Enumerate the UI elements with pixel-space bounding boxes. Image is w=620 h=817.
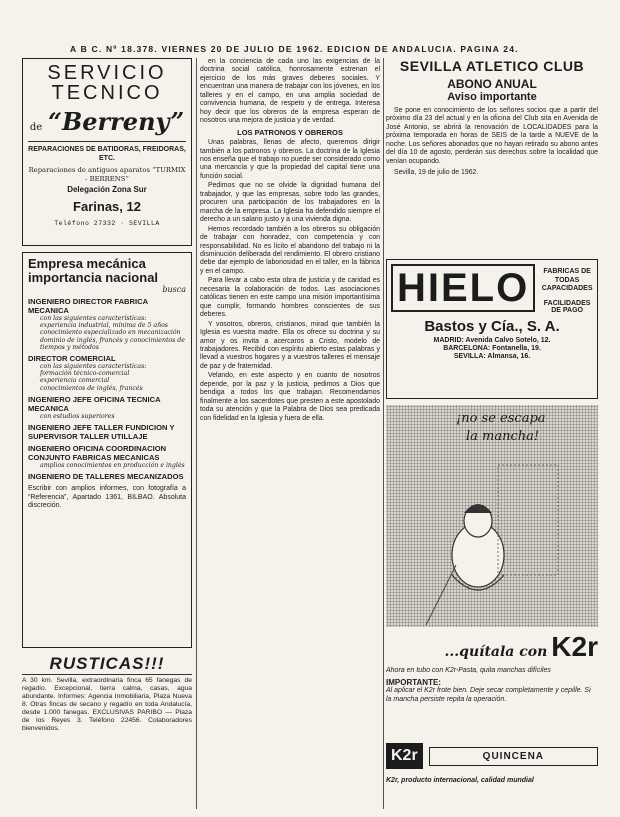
job-detail: amplios conocimientos en producción e inglés xyxy=(40,462,185,470)
servicio-line2: Reparaciones de antiguos aparatos “TURMIX - BERRENS” xyxy=(28,166,186,183)
pastoral-article xyxy=(200,58,380,809)
club-signature: Sevilla, 19 de julio de 1962. xyxy=(394,169,479,177)
hielo-factories: FABRICAS DE TODAS CAPACIDADES xyxy=(541,268,593,292)
job-listing xyxy=(28,354,186,392)
column-rule xyxy=(196,58,197,809)
k2r-bottom: K2r, producto internacional, calidad mundial xyxy=(386,777,534,784)
article-paragraph: en la conciencia de cada uno las exigencias de la doctrina social católica, honrosamente estrenan el ejercicio de los más graves deberes sociales. Y encuentran una manera de trabajar con los jóvenes, en los talleres y en el campo, en una amplia sociedad de convivencia humana, de respeto y de entrega. Interesa hoy decir que los obreros de la empresa esperan de nosotros una mejora de justicia y de verdad. xyxy=(200,58,380,125)
article-paragraph: Para llevar a cabo esta obra de justicia y de caridad es necesaria la colaboración de todos. Las asociaciones católicas tienen en este campo una misión importantísima que cumplir, formando hombres conscientes de sus deberes. xyxy=(200,277,380,319)
job-listing xyxy=(28,395,186,420)
job-detail: experiencia comercial xyxy=(40,377,110,385)
right-column xyxy=(386,58,598,809)
hielo-ad xyxy=(386,259,598,399)
k2r-quincena: QUINCENA xyxy=(429,747,598,766)
column-rule xyxy=(383,58,384,809)
job-detail: dominio de inglés, francés y conocimientos de tiempos y métodos xyxy=(40,336,185,351)
job-listing xyxy=(28,444,186,469)
servicio-address: Farinas, 12 xyxy=(73,199,141,214)
k2r-logo-box: K2r xyxy=(386,743,423,769)
job-title: INGENIERO JEFE TALLER FUNDICION Y SUPERVISOR TALLER UTILLAJE xyxy=(28,423,175,442)
k2r-ad xyxy=(386,405,598,801)
article-paragraph: Velando, en este aspecto y en cuanto de nosotros depende, por la paz y la justicia, pedimos a Dios que bendiga a todos los que trabajan. Recomendamos finalmente a los sacerdotes que presten a este apostolado toda su atención y que la Palabra de Dios sea predicada con fidelidad en la Iglesia y fuera de ella. xyxy=(200,372,380,422)
k2r-line2: Al aplicar el K2r frote bien. Deje secar completamente y cepille. Si la mancha persiste repita la operación. xyxy=(386,687,591,703)
rusticas-ad xyxy=(22,654,192,733)
job-listing xyxy=(28,297,186,351)
tecnico-title: TECNICO xyxy=(51,82,163,104)
article-subhead: LOS PATRONOS Y OBREROS xyxy=(237,127,343,137)
empresa-title2: importancia nacional xyxy=(28,270,159,285)
servicio-line3: Delegación Zona Sur xyxy=(67,185,147,194)
club-title: SEVILLA ATLETICO CLUB xyxy=(399,58,585,74)
hielo-company: Bastos y Cía., S. A. xyxy=(424,317,560,335)
empresa-busca: busca xyxy=(162,285,186,294)
job-title: INGENIERO DIRECTOR FABRICA MECANICA xyxy=(28,297,148,315)
article-paragraph: Y vosotros, obreros, cristianos, mirad que también la Iglesia es vuestra madre. Ella os ofrece su doctrina y su amor y os invita a acercaros a Cristo, modelo de trabajadores. Recibid con espíritu abierto estas palabras y llevad a vuestros hogares y a vuestros talleres el mensaje de paz y de fraternidad. xyxy=(200,320,380,370)
hielo-addr1: MADRID: Avenida Calvo Sotelo, 12. xyxy=(433,336,551,344)
job-title: INGENIERO OFICINA COORDINACION CONJUNTO FABRICAS MECANICAS xyxy=(28,444,167,463)
club-text: Se pone en conocimiento de los señores socios que a partir del próximo día 23 del actual y en la oficina del Club sita en Avenida de José Antonio, se abrirá la renovación de LOCALIDADES para la próxima temporada en horas de SEIS de la tarde a NUEVE de la noche. Los señores abonados que no hayan retirado su abono antes del día 10 de agosto, perderán sus derechos sobre la localidad que venían ocupando. xyxy=(386,107,598,165)
hielo-addr3: SEVILLA: Almansa, 16. xyxy=(453,353,531,361)
job-detail: conocimiento especializado en mecanización xyxy=(40,329,181,337)
k2r-importante: IMPORTANTE: xyxy=(386,678,441,688)
left-column xyxy=(22,58,192,809)
job-detail: con las siguientes características: xyxy=(40,363,147,371)
k2r-headline2: la mancha! xyxy=(466,429,540,444)
servicio-tecnico-ad xyxy=(22,58,192,246)
empresa-mecanica-ad xyxy=(22,252,192,648)
k2r-brand: K2r xyxy=(551,631,598,662)
article-paragraph: Hemos recordado también a los obreros su obligación de trabajar con honradez, con competencia y con responsabilidad. No es lícito el abandono del trabajo ni la disminución deliberada del rendimiento. El obrero cristiano debe dar ejemplo de laboriosidad en el taller, en la fábrica y en el campo. xyxy=(200,225,380,275)
empresa-title1: Empresa mecánica xyxy=(28,256,146,271)
sevilla-atletico-notice xyxy=(386,58,598,253)
job-detail: conocimientos de inglés, francés xyxy=(40,384,143,392)
hielo-addr2: BARCELONA: Fontanella, 19. xyxy=(443,344,541,352)
k2r-line1: Ahora en tubo con K2r-Pasta, quita manchas difíciles xyxy=(386,667,551,674)
job-detail: formación técnico-comercial xyxy=(40,370,130,378)
job-title: INGENIERO JEFE OFICINA TECNICA MECANICA xyxy=(28,394,161,413)
servicio-title: SERVICIO xyxy=(47,62,167,84)
de-label: de xyxy=(29,122,43,133)
aviso-title: Aviso importante xyxy=(447,91,537,103)
k2r-headline1: ¡no se escapa xyxy=(456,411,546,426)
page-header: A B C. Nº 18.378. VIERNES 20 DE JULIO DE 1962. EDICION DE ANDALUCIA. PAGINA 24. xyxy=(70,44,519,54)
hielo-payment: FACILIDADES DE PAGO xyxy=(543,299,591,314)
job-title: INGENIERO DE TALLERES MECANIZADOS xyxy=(28,472,184,482)
abono-title: ABONO ANUAL xyxy=(447,77,537,91)
hielo-title: HIELO xyxy=(391,264,535,312)
job-listing xyxy=(28,423,186,441)
job-detail: con estudios superiores xyxy=(40,412,115,420)
job-detail: experiencia industrial, mínima de 5 años xyxy=(40,322,168,330)
job-listing xyxy=(28,472,186,481)
job-title: DIRECTOR COMERCIAL xyxy=(28,354,116,364)
berreny-brand: “Berreny” xyxy=(48,107,185,136)
article-paragraph: Unas palabras, llenas de afecto, queremos dirigir también a los patronos y obreros. La doctrina de la Iglesia nos enseña que el trabajo no puede ser considerado como una mercancía y que la propiedad del capital tiene una función social. xyxy=(200,139,380,180)
job-detail: con las siguientes características: xyxy=(40,315,147,322)
servicio-phone: Teléfono 27332 · SEVILLA xyxy=(54,220,160,227)
article-paragraph: Pedimos que no se olvide la dignidad humana del trabajador, y que las empresas, sobre todo las grandes, procuren una participación de los trabajadores en la marcha de la empresa. La Iglesia ha defendido siempre el derecho a un salario justo y a una vivienda digna. xyxy=(200,182,380,224)
rusticas-title: RUSTICAS!!! xyxy=(22,654,192,675)
servicio-line1: REPARACIONES DE BATIDORAS, FREIDORAS, ETC. xyxy=(28,146,186,162)
k2r-quita: ...quítala con xyxy=(444,644,548,660)
empresa-contact: Escribir con amplios informes, con fotografía a “Referencia”, Apartado 1361, BILBAO. Absoluta discreción. xyxy=(28,485,186,509)
rusticas-text: A 30 km. Sevilla, extraordinaria finca 65 fanegas de regadío. Excepcional, tierra calma, casas, agua abundante. Informes: Agencia Inmobiliaria, Plaza Nueva 8. Otras fincas de secano y regadío en toda Andalucía, desde 1.000 fanegas. EXCLUSIVAS PARIBO — Plaza de los Reyes 3. Teléfono 22456. Colaboradores bienvenidos. xyxy=(22,677,192,732)
